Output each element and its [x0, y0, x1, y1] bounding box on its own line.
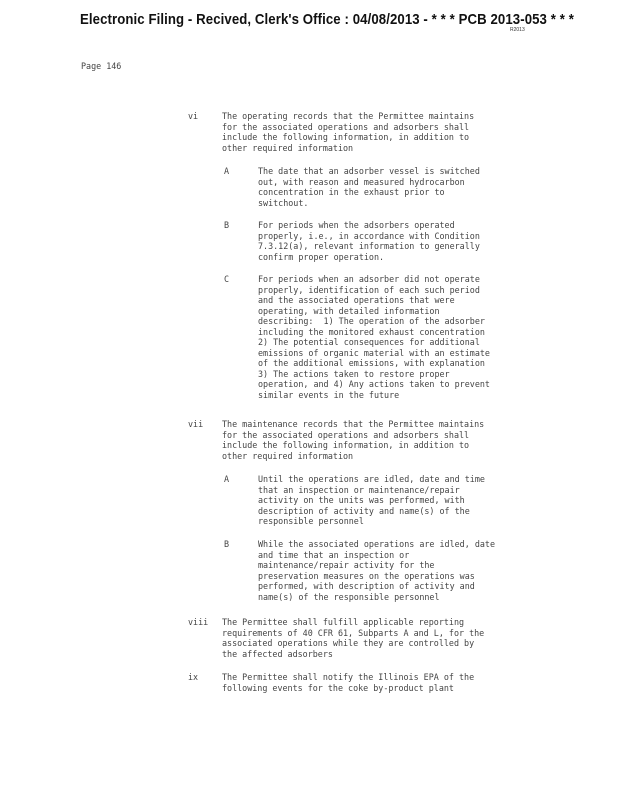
item-label: vii [188, 419, 204, 429]
subitem-vi-a [224, 166, 480, 208]
subitem-label: A [224, 166, 230, 176]
item-label: viii [188, 617, 209, 627]
subitem-label: B [224, 220, 230, 230]
filing-banner: Electronic Filing - Recived, Clerk's Office : 04/08/2013 - * * * PCB 2013-053 * * * [80, 11, 574, 28]
subitem-text: While the associated operations are idled, date and time that an inspection or maintenance/repair activity for the preservation measures on the operations was performed, with description of activity and name(s) of the responsible personnel [258, 539, 495, 602]
item-label: ix [188, 672, 199, 682]
subitem-text: The date that an adsorber vessel is switched out, with reason and measured hydrocarbon concentration in the exhaust prior to switchout. [258, 166, 480, 208]
subitem-label: B [224, 539, 230, 549]
filing-code: R2013 [510, 27, 525, 33]
item-text: The operating records that the Permittee maintains for the associated operations and adsorbers shall include the following information, in addition to other required information [222, 111, 475, 153]
subitem-vii-a [224, 474, 485, 526]
subitem-vi-b [224, 220, 480, 262]
item-vii [188, 419, 485, 461]
item-ix [188, 672, 475, 714]
item-text: The maintenance records that the Permittee maintains for the associated operations and adsorbers shall include the following information, in addition to other required information [222, 419, 485, 461]
subitem-label: C [224, 274, 230, 284]
subitem-text: For periods when the adsorbers operated properly, i.e., in accordance with Condition 7.3.12(a), relevant information to generally confirm proper operation. [258, 220, 480, 262]
subitem-vii-b [224, 539, 495, 602]
subitem-vi-c [224, 274, 490, 400]
subitem-text: Until the operations are idled, date and time that an inspection or maintenance/repair activity on the units was performed, with description of activity and name(s) of the responsible personnel [258, 474, 485, 526]
item-vi [188, 111, 475, 153]
item-text: The Permittee shall notify the Illinois EPA of the following events for the coke by-product plant [222, 672, 475, 693]
item-viii [188, 617, 485, 659]
subitem-label: A [224, 474, 230, 484]
item-label: vi [188, 111, 199, 121]
page-number: Page 146 [81, 61, 122, 71]
subitem-text: For periods when an adsorber did not operate properly, identification of each such period and the associated operations that were operating, with detailed information describing: 1) The operation of the adsorber including the monitored exhaust concentration 2) The potential consequences for additional emissions of organic material with an estimate of the additional emissions, with explanation 3) The actions taken to restore proper operation, and 4) Any actions taken to prevent similar events in the future [258, 274, 490, 400]
item-text: The Permittee shall fulfill applicable reporting requirements of 40 CFR 61, Subparts A and L, for the associated operations while they are controlled by the affected adsorbers [222, 617, 485, 659]
